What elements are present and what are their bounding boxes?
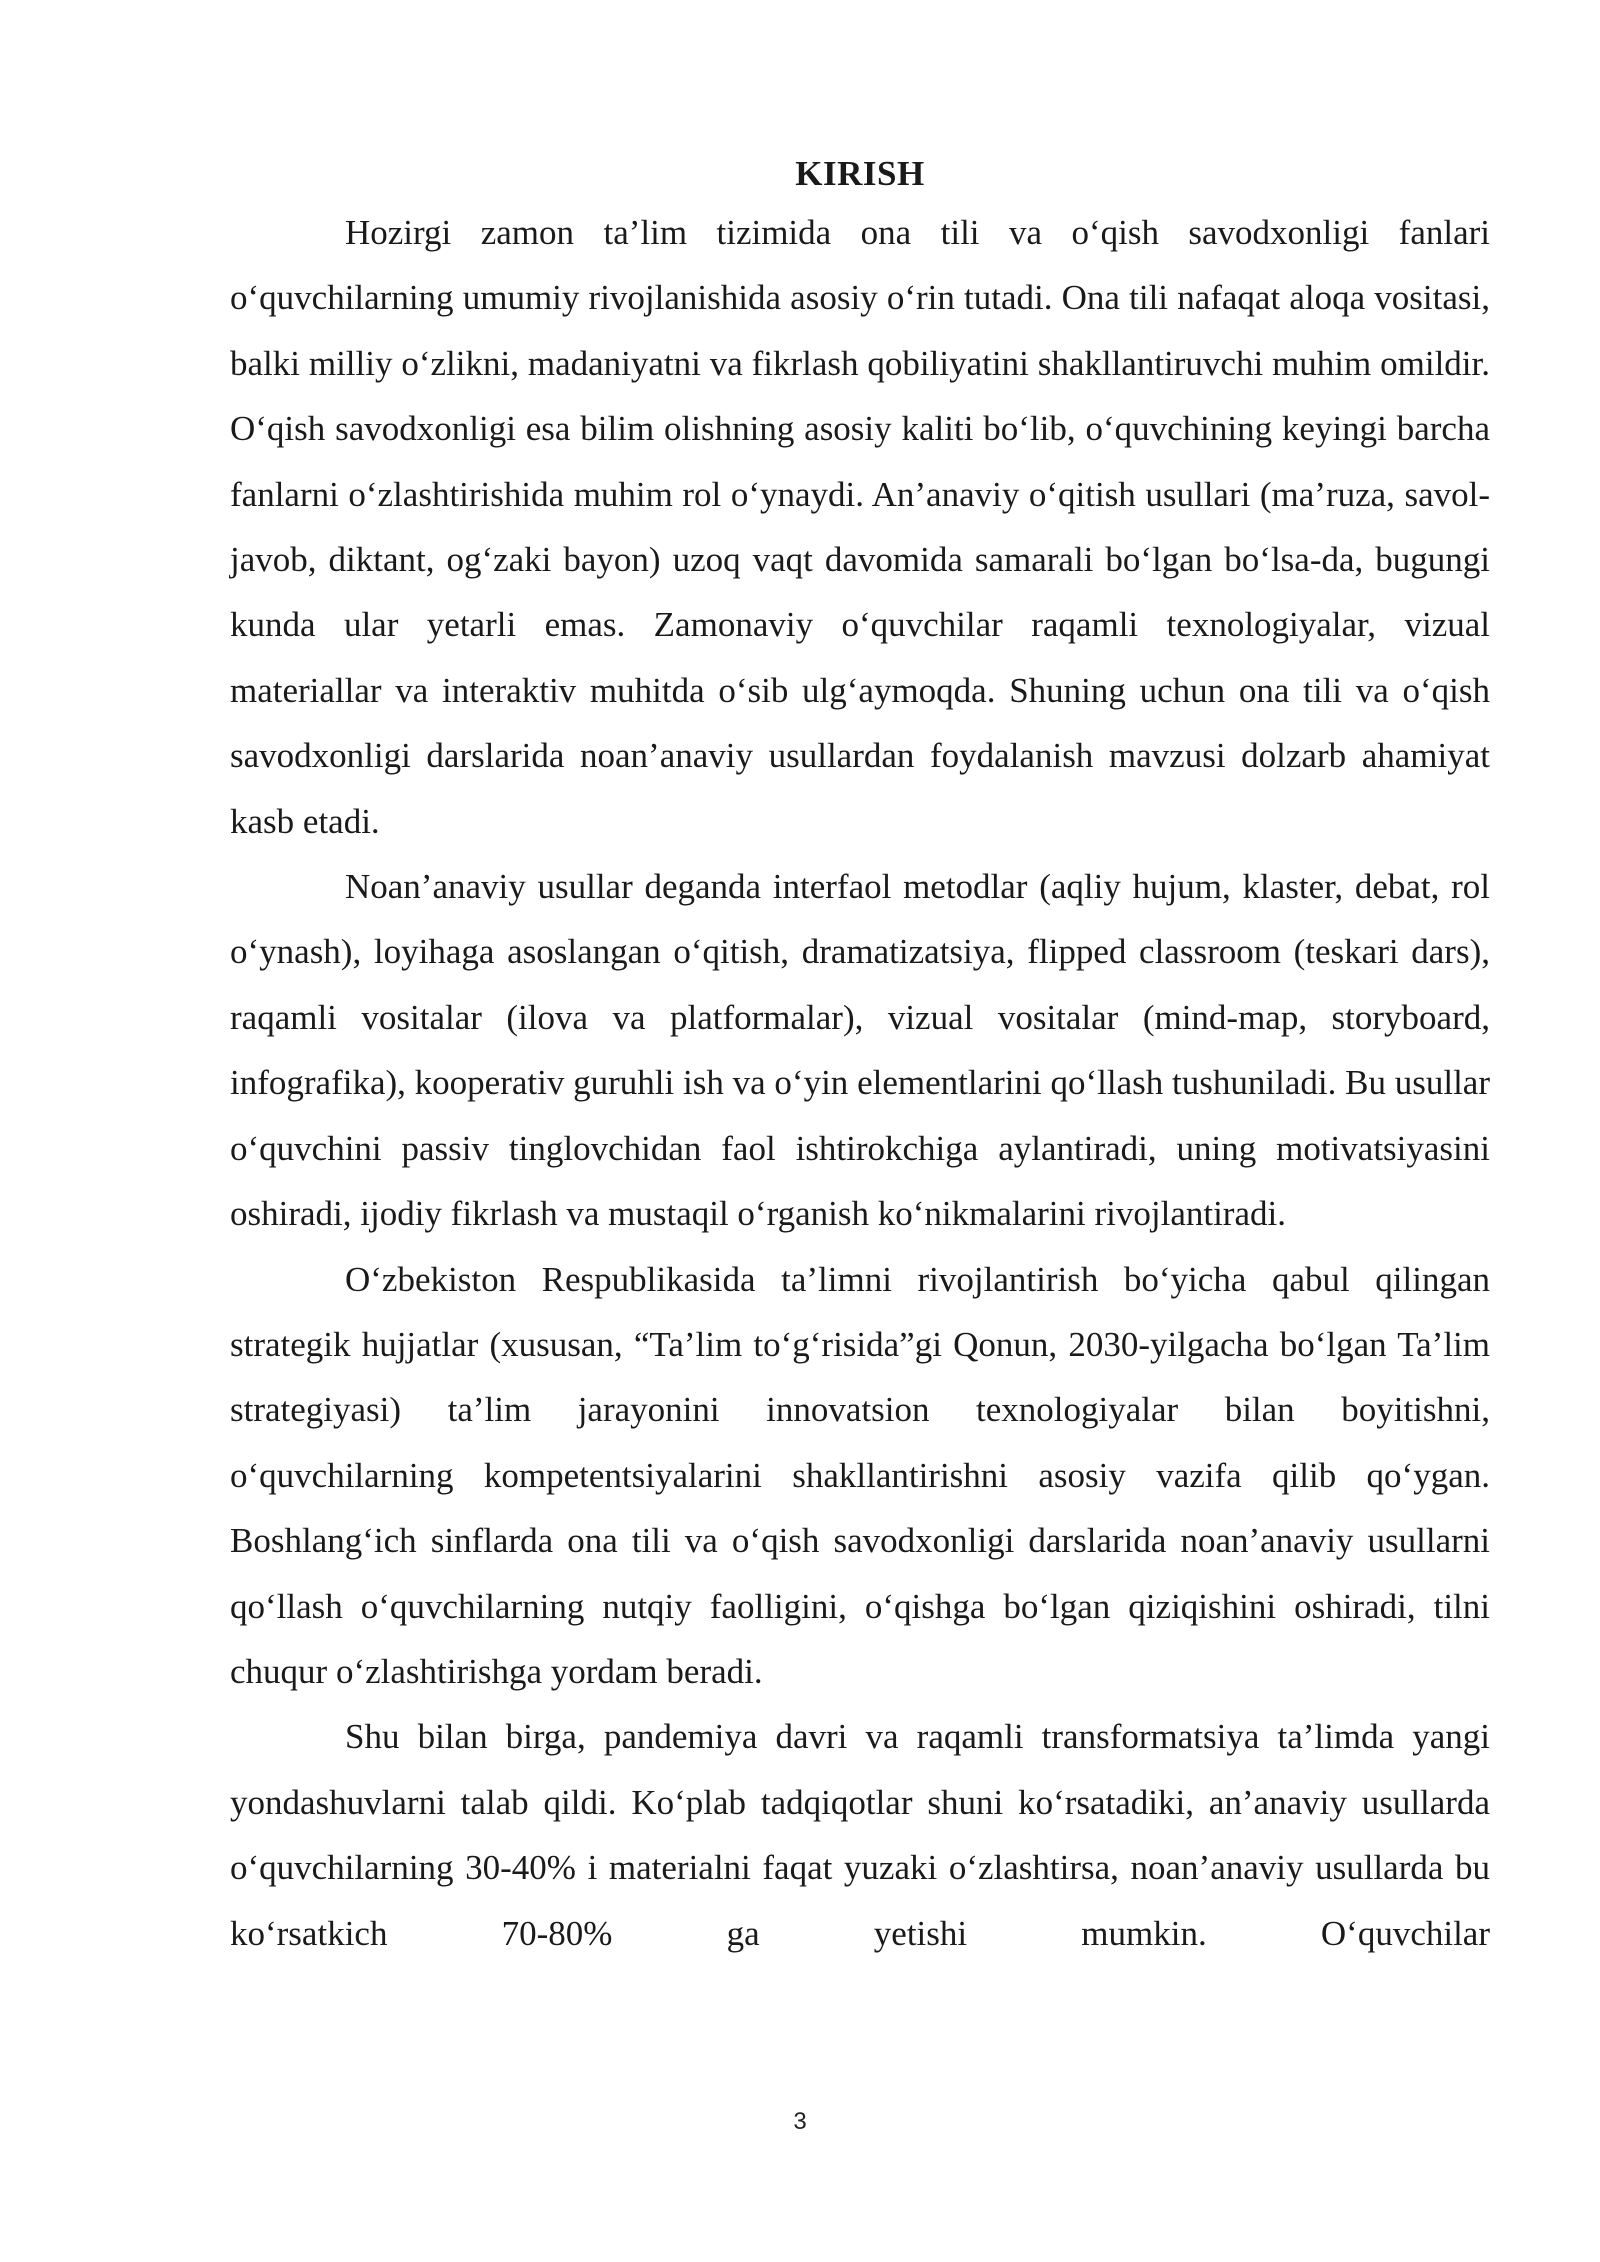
page-body: [230, 148, 1490, 1966]
paragraph-strategy: O‘zbekiston Respublikasida ta’limni rivojlantirish bo‘yicha qabul qilingan strategik hujjatlar (xususan, “Ta’lim to‘g‘risida”gi Qonun, 2030-yilgacha bo‘lgan Ta’lim strategiyasi) ta’lim jarayonini innovatsion texnologiyalar bilan boyitishni, o‘quvchilarning kompetentsiyalarini shakllantirishni asosiy vazifa qilib qo‘ygan. Boshlang‘ich sinflarda ona tili va o‘qish savodxonligi darslarida noan’anaviy usullarni qo‘llash o‘quvchilarning nutqiy faolligini, o‘qishga bo‘lgan qiziqishini oshiradi, tilni chuqur o‘zlashtirishga yordam beradi.: [230, 1259, 1490, 1691]
page-number: 3: [793, 2108, 807, 2135]
paragraph-pandemic: Shu bilan birga, pandemiya davri va raqamli transformatsiya ta’limda yangi yondashuvlarni talab qildi. Ko‘plab tadqiqotlar shuni ko‘rsatadiki, an’anaviy usullarda o‘quvchilarning 30-40% i materialni faqat yuzaki o‘zlashtirsa, noan’anaviy usullarda bu ko‘rsatkich 70-80% ga yetishi mumkin. O‘quvchilar: [230, 1717, 1490, 1953]
paragraph-methods: Noan’anaviy usullar deganda interfaol metodlar (aqliy hujum, klaster, debat, rol o‘ynash), loyihaga asoslangan o‘qitish, dramatizatsiya, flipped classroom (teskari dars), raqamli vositalar (ilova va platformalar), vizual vositalar (mind-map, storyboard, infografika), kooperativ guruhli ish va o‘yin elementlarini qo‘llash tushuniladi. Bu usullar o‘quvchini passiv tinglovchidan faol ishtirokchiga aylantiradi, uning motivatsiyasini oshiradi, ijodiy fikrlash va mustaqil o‘rganish ko‘nikmalarini rivojlantiradi.: [230, 867, 1490, 1234]
section-title: KIRISH: [795, 154, 925, 193]
paragraph-intro: Hozirgi zamon ta’lim tizimida ona tili va o‘qish savodxonligi fanlari o‘quvchilarning umumiy rivojlanishida asosiy o‘rin tutadi. Ona tili nafaqat aloqa vositasi, balki milliy o‘zlikni, madaniyatni va fikrlash qobiliyatini shakllantiruvchi muhim omildir. O‘qish savodxonligi esa bilim olishning asosiy kaliti bo‘lib, o‘quvchining keyingi barcha fanlarni o‘zlashtirishida muhim rol o‘ynaydi. An’anaviy o‘qitish usullari (ma’ruza, savol-javob, diktant, og‘zaki bayon) uzoq vaqt davomida samarali bo‘lgan bo‘lsa-da, bugungi kunda ular yetarli emas. Zamonaviy o‘quvchilar raqamli texnologiyalar, vizual materiallar va interaktiv muhitda o‘sib ulg‘aymoqda. Shuning uchun ona tili va o‘qish savodxonligi darslarida noan’anaviy usullardan foydalanish mavzusi dolzarb ahamiyat kasb etadi.: [230, 213, 1490, 841]
